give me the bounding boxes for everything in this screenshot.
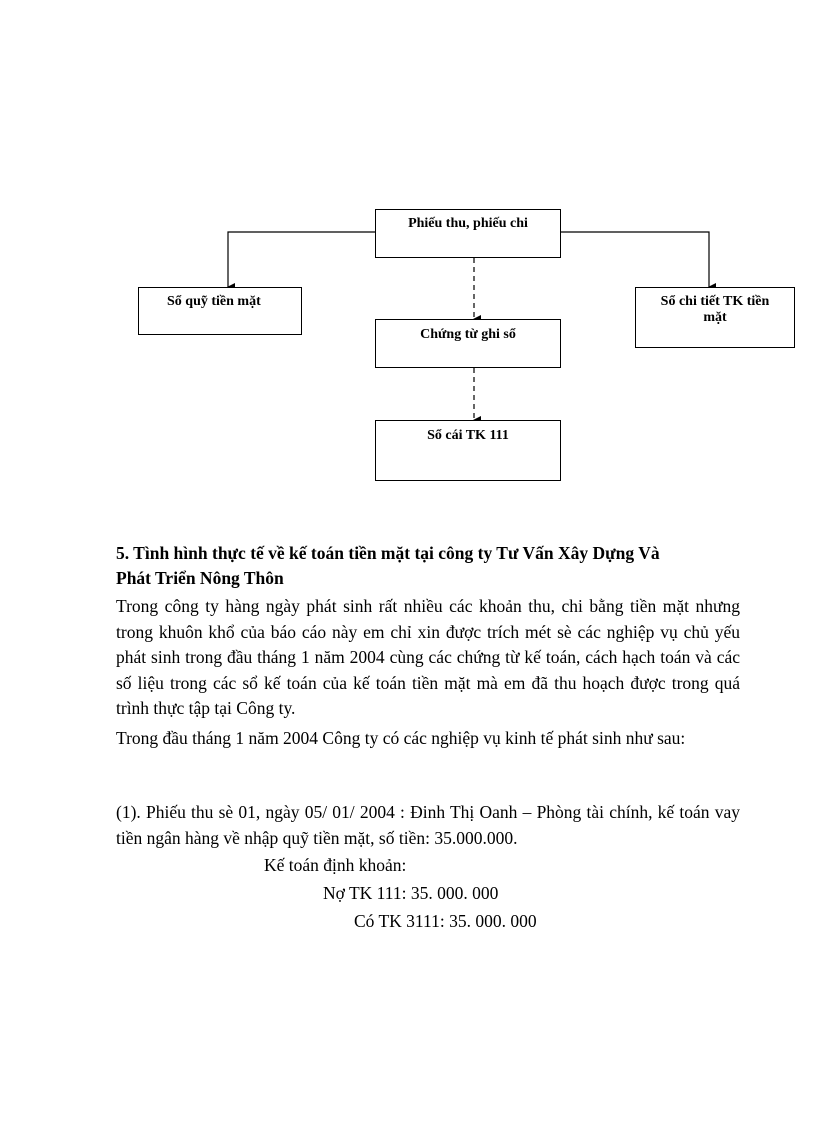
box-so-quy-label: Sổ quỹ tiền mặt [167, 294, 261, 309]
arrow-to-so-chi-tiet [561, 232, 709, 287]
paragraph-1: Trong công ty hàng ngày phát sinh rất nhiều các khoản thu, chi bằng tiền mặt nhưng trong khuôn khổ của báo cáo này em chỉ xin được trích mét sè các nghiệp vụ chủ yếu phát sinh trong đầu tháng 1 năm 2004 cùng các chứng từ kế toán, cách hạch toán và các số liệu trong các sổ kế toán của kế toán tiền mặt mà em đã thu hoạch được trong quá trình thực tập tại Công ty. [116, 596, 740, 718]
box-phieu-label: Phiếu thu, phiếu chi [408, 216, 528, 231]
paragraph-3: (1). Phiếu thu sè 01, ngày 05/ 01/ 2004 : Đinh Thị Oanh – Phòng tài chính, kế toán vay tiền ngân hàng về nhập quỹ tiền mặt, số tiền: 35.000.000. [116, 802, 740, 848]
debit-entry: Nợ TK 111: 35. 000. 000 [323, 883, 499, 903]
credit-entry: Có TK 3111: 35. 000. 000 [354, 911, 537, 931]
flow-diagram [0, 0, 816, 500]
box-so-cai [375, 420, 561, 481]
paragraph-2: Trong đầu tháng 1 năm 2004 Công ty có các nghiệp vụ kinh tế phát sinh như sau: [116, 728, 686, 748]
box-phieu-thu-chi [375, 209, 561, 258]
box-so-quy-tien-mat [138, 287, 302, 335]
box-so-cai-label: Sổ cái TK 111 [427, 428, 509, 443]
box-so-chi-tiet [635, 287, 795, 348]
entry-label: Kế toán định khoản: [264, 855, 407, 875]
arrow-to-so-quy [228, 232, 375, 287]
box-chi-tiet-label-1: Sổ chi tiết TK tiền [660, 294, 770, 309]
box-chi-tiet-label-2: mặt [703, 310, 727, 325]
box-chung-tu-label: Chứng từ ghi sổ [420, 327, 516, 342]
heading-line-2: Phát Triển Nông Thôn [116, 568, 284, 588]
section-heading [116, 541, 740, 591]
box-chung-tu-ghi-so [375, 319, 561, 368]
heading-line-1: 5. Tình hình thực tế về kế toán tiền mặt tại công ty Tư Vấn Xây Dựng Và [116, 543, 660, 563]
